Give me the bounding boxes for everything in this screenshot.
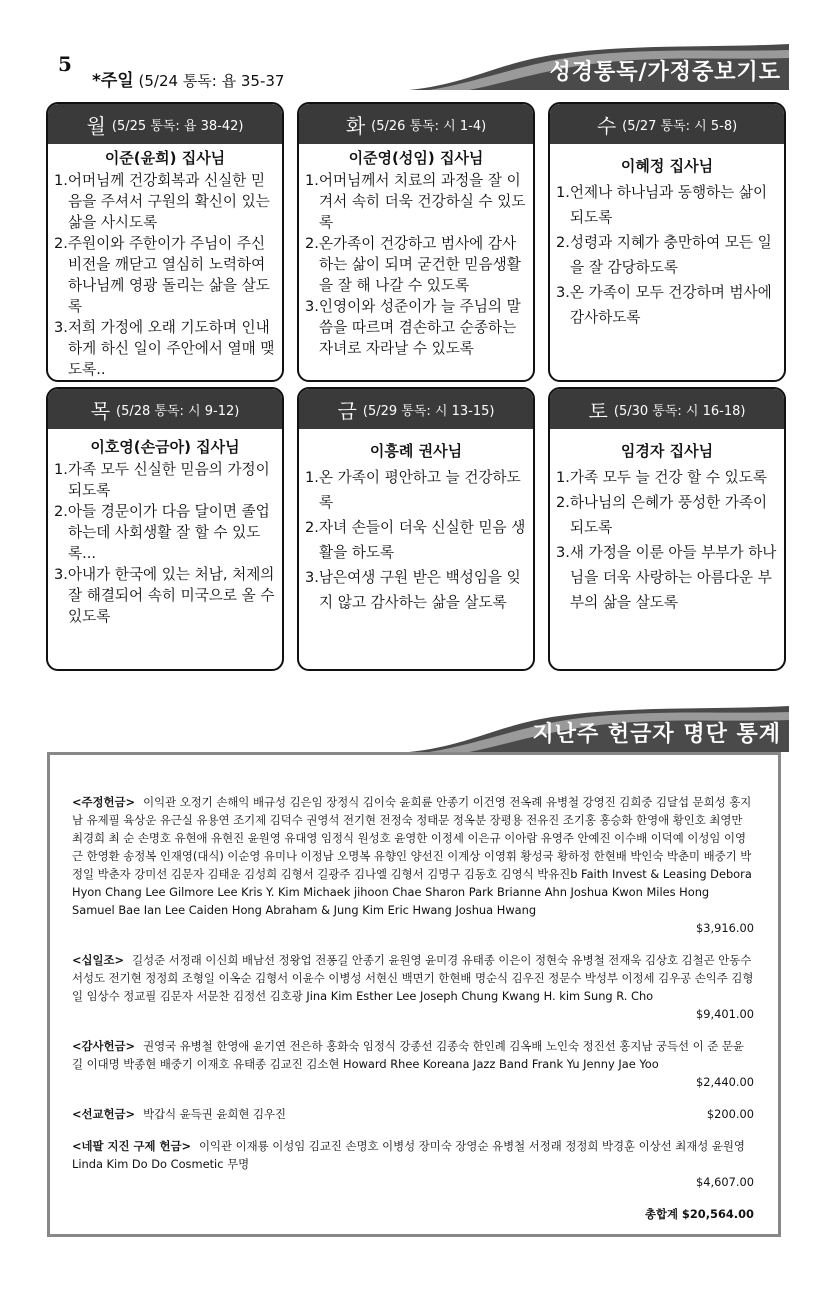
offering-total: 총합계 $20,564.00 — [644, 1207, 754, 1221]
prayer-item: 1.가족 모두 늘 건강 할 수 있도록 — [556, 469, 767, 486]
day-label: 토 — [588, 398, 608, 423]
offering-amount: $3,916.00 — [696, 921, 754, 935]
prayer-item: 1.어머님께 건강회복과 신실한 믿음을 주셔서 구원의 확신이 있는 삶을 사시도록 — [54, 172, 270, 231]
prayer-card-thursday — [46, 387, 284, 671]
offering-section — [72, 1137, 754, 1191]
prayer-item: 2.아들 경문이가 다음 달이면 졸업하는데 사회생활 잘 할 수 있도록... — [54, 503, 270, 562]
card-header — [550, 389, 784, 429]
offering-names: 이익관 이재룡 이성임 김교진 손명호 이병성 장미숙 장영순 유병철 서정래 정정희 박경훈 이상선 최재성 윤원영 Linda Kim Do Do Cosmetic 무명 — [72, 1139, 745, 1171]
offering-label: <주정헌금> — [72, 795, 136, 809]
reading-label: (5/29 통독: 시 13-15) — [362, 403, 495, 419]
sunday-reading — [92, 66, 284, 91]
card-header — [48, 389, 282, 429]
sunday-label: *주일 — [92, 71, 134, 91]
member-name: 이준(윤희) 집사님 — [104, 149, 226, 167]
card-header — [550, 104, 784, 144]
offering-names: 이익관 오정기 손해익 배규성 김은임 장정식 김이숙 윤희륜 안종기 이건영 전옥례 유병철 강영진 김희중 김달섭 문희성 홍지남 유제필 육상운 유근실 유용연 조기제 김덕수 권영석 전기현 전정숙 정태문 정옥분 장평용 전유진 조기홍 홍승화 한영애 황인호 최영만 최경희 최 순 손명호 유현애 유현진 윤원영 유대영 임정식 원성호 윤영한 이정세 이은규 이아람 유영주 안예진 이수배 이덕예 이성임 이영근 한영환 송정복 인재영(대식) 이순영 유미나 이정남 오명복 유향인 양선진 이계상 이영휘 황성국 황하정 한현배 박인숙 박춘미 배중기 박정일 박춘자 강미선 김문자 김태운 김성희 김형서 길광주 김나엘 김형서 김명구 김동호 김영식 박유진b Faith Invest & Leasing Debora Hyon Chang Lee Gilmore Lee Kris Y. Kim Michaek jihoon Chae Sharon Park Brianne Ahn Joshua Kwon Miles Hong Samuel Bae Ian Lee Caiden Hong Abraham & Jung Kim Eric Hwang Joshua Hwang — [72, 795, 752, 917]
offering-label: <십일조> — [72, 953, 125, 967]
prayer-item: 1.온 가족이 평안하고 늘 건강하도록 — [305, 469, 521, 511]
prayer-item: 3.저희 가정에 오래 기도하며 인내하게 하신 일이 주안에서 열매 맺도록.. — [54, 319, 275, 378]
offering-amount: $4,607.00 — [696, 1175, 754, 1189]
banner-title: 지난주 헌금자 명단 통계 — [532, 721, 781, 747]
card-header — [48, 104, 282, 144]
offering-label: <감사헌금> — [72, 1039, 136, 1053]
prayer-item: 3.인영이와 성준이가 늘 주님의 말씀을 따르며 겸손하고 순종하는 자녀로 자라날 수 있도록 — [305, 298, 521, 357]
reading-label: (5/27 통독: 시 5-8) — [622, 118, 738, 134]
offering-label: <네팔 지진 구제 헌금> — [72, 1139, 192, 1153]
member-name: 임경자 집사님 — [620, 442, 714, 460]
prayer-item: 1.어머님께서 치료의 과정을 잘 이겨서 속히 더욱 건강하실 수 있도록 — [305, 172, 526, 231]
day-label: 월 — [86, 113, 106, 138]
member-name: 이흥례 권사님 — [369, 442, 463, 460]
page-number: 5 — [58, 52, 72, 76]
day-label: 수 — [596, 113, 617, 138]
offering-names: 박갑식 윤득권 윤희현 김우진 — [143, 1107, 287, 1121]
offering-section — [72, 951, 754, 1023]
prayer-item: 2.하나님의 은혜가 풍성한 가족이 되도록 — [556, 494, 768, 536]
reading-label: (5/30 통독: 시 16-18) — [613, 403, 746, 419]
banner-bible-reading — [409, 44, 789, 90]
prayer-item: 1.언제나 하나님과 동행하는 삶이 되도록 — [556, 184, 768, 226]
member-name: 이혜정 집사님 — [620, 157, 714, 175]
offering-section — [72, 793, 754, 937]
prayer-item: 3.남은여생 구원 받은 백성임을 잊지 않고 감사하는 삶을 살도록 — [305, 569, 521, 611]
prayer-item: 2.주원이와 주한이가 주님이 주신 비전을 깨닫고 열심히 노력하여 하나님께 영광 돌리는 삶을 살도록 — [54, 235, 270, 315]
offering-amount: $9,401.00 — [696, 1007, 754, 1021]
day-label: 목 — [90, 398, 111, 423]
offering-amount: $200.00 — [706, 1107, 754, 1121]
day-label: 화 — [345, 113, 366, 138]
prayer-item: 2.자녀 손들이 더욱 신실한 믿음 생활을 하도록 — [305, 519, 526, 561]
reading-label: (5/25 통독: 욥 38-42) — [111, 118, 244, 134]
member-name: 이호영(손금아) 집사님 — [90, 438, 240, 456]
card-header — [299, 104, 533, 144]
card-header — [299, 389, 533, 429]
reading-label: (5/28 통독: 시 9-12) — [116, 403, 240, 419]
prayer-item: 3.새 가정을 이룬 아들 부부가 하나님을 더욱 사랑하는 아름다운 부부의 삶을 살도록 — [556, 544, 777, 611]
offering-section — [72, 1037, 754, 1091]
prayer-item: 3.온 가족이 모두 건강하며 범사에 감사하도록 — [556, 284, 772, 326]
prayer-card-wednesday — [548, 102, 786, 382]
offering-section — [72, 1105, 754, 1123]
banner-title: 성경통독/가정중보기도 — [549, 59, 781, 85]
offering-amount: $2,440.00 — [696, 1075, 754, 1089]
prayer-card-saturday — [548, 387, 786, 671]
offering-names: 권영국 유병철 한영애 윤기연 전은하 홍화숙 임정식 강종선 김종숙 한인례 김옥배 노인숙 정진선 홍지남 궁득선 이 준 문윤길 이대명 박종현 배중기 이재호 유태종 김교진 김소현 Howard Rhee Koreana Jazz Band Frank Yu Jenny Jae Yoo — [72, 1039, 744, 1071]
sunday-reading-text: (5/24 통독: 욥 35-37 — [138, 72, 285, 90]
prayer-item: 3.아내가 한국에 있는 처남, 처제의 잘 해결되어 속히 미국으로 올 수 있도록 — [54, 566, 275, 625]
offering-names: 길성준 서정래 이신희 배남선 정왕업 전퐁길 안종기 윤원영 윤미경 유태종 이은이 정현숙 유병철 전재욱 김상호 김철곤 안동수 서성도 전기현 정정희 조형일 이옥순 김형서 이윤수 이병성 서현신 백면기 한현배 명순식 김우진 정문수 박성부 이정세 김우공 손익주 김형일 임상수 정교필 김문자 서문찬 김정선 김호광 Jina Kim Esther Lee Joseph Chung Kwang H. kim Sung R. Cho — [72, 953, 754, 1003]
prayer-item: 1.가족 모두 신실한 믿음의 가정이 되도록 — [54, 461, 270, 499]
prayer-item: 2.성령과 지혜가 충만하여 모든 일을 잘 감당하도록 — [556, 234, 772, 276]
member-name: 이준영(성임) 집사님 — [348, 149, 484, 167]
banner-offering-stats — [409, 706, 789, 752]
prayer-card-friday — [297, 387, 535, 671]
offering-label: <선교헌금> — [72, 1107, 136, 1121]
reading-label: (5/26 통독: 시 1-4) — [371, 118, 487, 134]
prayer-card-tuesday — [297, 102, 535, 382]
prayer-item: 2.온가족이 건강하고 범사에 감사하는 삶이 되며 굳건한 믿음생활을 잘 해 나갈 수 있도록 — [305, 235, 521, 294]
offering-list — [47, 752, 781, 1237]
day-label: 금 — [337, 398, 357, 423]
prayer-card-monday — [46, 102, 284, 382]
